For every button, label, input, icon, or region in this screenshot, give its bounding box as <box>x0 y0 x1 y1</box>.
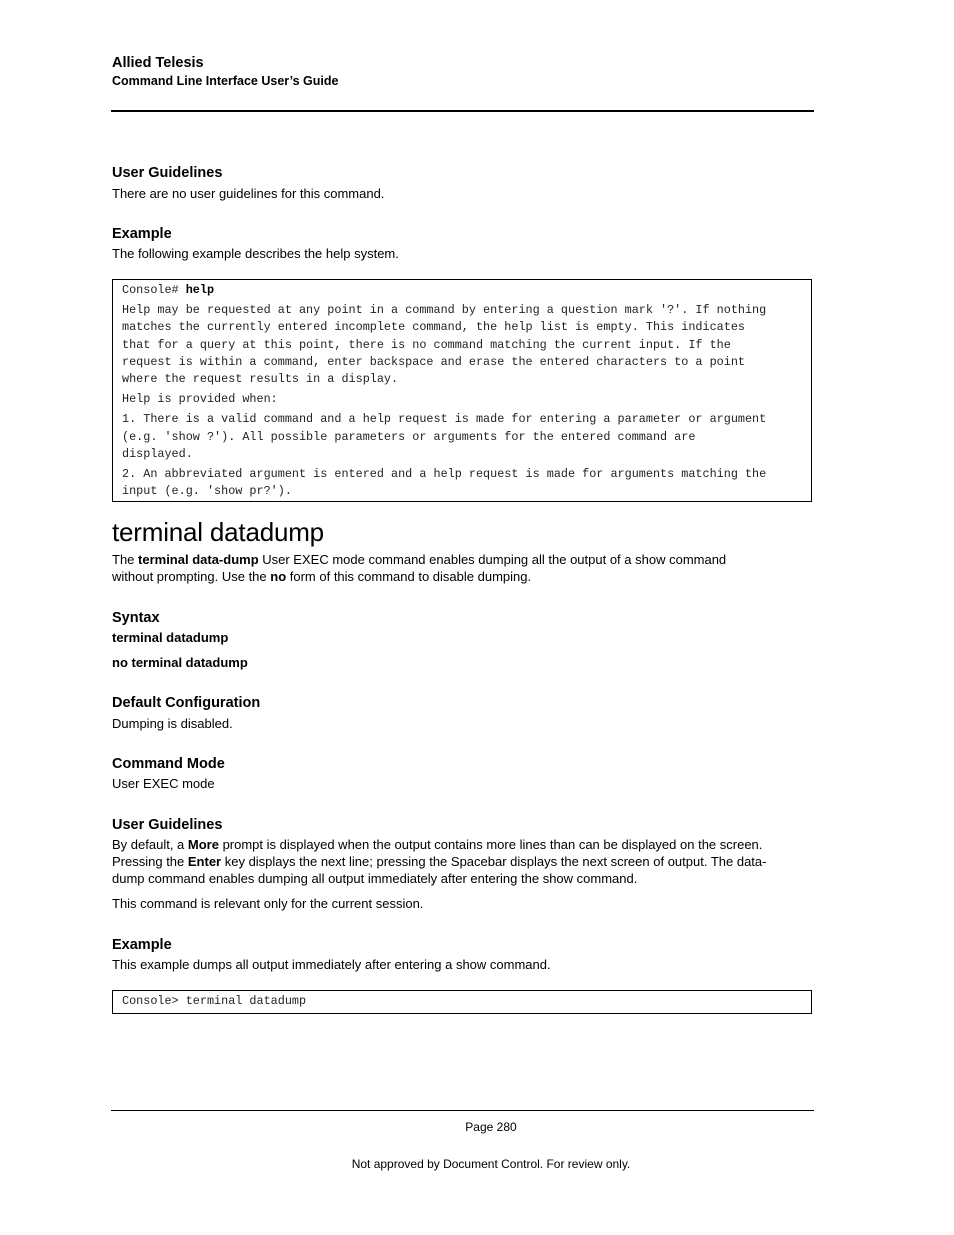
datadump-code-block <box>112 990 812 1014</box>
header-guide-title: Command Line Interface User’s Guide <box>112 74 339 88</box>
page-number: Page 280 <box>465 1120 517 1134</box>
code-command: help <box>185 283 215 297</box>
code-line: matches the currently entered incomplete command, the help list is empty. This indicates <box>122 320 745 335</box>
example-heading: Example <box>112 226 172 242</box>
code-line: Console> terminal datadump <box>122 994 307 1008</box>
code-prompt: Console# <box>122 283 186 297</box>
code-line: that for a query at this point, there is no command matching the current input. If the <box>122 337 731 352</box>
command-mode-heading: Command Mode <box>112 756 225 772</box>
code-line: where the request results in a display. <box>122 372 399 387</box>
code-line: 2. An abbreviated argument is entered and a help request is made for arguments matching the <box>122 467 767 482</box>
syntax-heading: Syntax <box>112 610 160 626</box>
user-guidelines-text: There are no user guidelines for this command. <box>112 186 385 201</box>
code-line: Help may be requested at any point in a command by entering a question mark '?'. If nothing <box>122 303 767 318</box>
section-title: terminal datadump <box>112 517 324 547</box>
command-mode-text: User EXEC mode <box>112 776 215 791</box>
default-config-heading: Default Configuration <box>112 695 261 711</box>
user-guidelines-heading: User Guidelines <box>112 165 223 181</box>
code-line: displayed. <box>122 446 193 461</box>
header-rule <box>111 110 814 112</box>
code-line: input (e.g. 'show pr?'). <box>122 484 292 499</box>
intro-paragraph: The terminal data-dump User EXEC mode command enables dumping all the output of a show command without prompting. Use the no form of this command to disable dumping. <box>112 552 727 584</box>
header-company: Allied Telesis <box>112 55 204 71</box>
code-line: (e.g. 'show ?'). All possible parameters or arguments for the entered command are <box>122 429 696 444</box>
default-config-text: Dumping is disabled. <box>112 716 233 731</box>
syntax-line-2: no terminal datadump <box>112 655 248 670</box>
syntax-line-1: terminal datadump <box>112 630 229 645</box>
code-command-line <box>122 282 811 299</box>
review-note: Not approved by Document Control. For review only. <box>351 1157 631 1171</box>
example-text: The following example describes the help system. <box>112 246 399 261</box>
session-note: This command is relevant only for the current session. <box>112 896 424 911</box>
user-guidelines-paragraph: By default, a More prompt is displayed when the output contains more lines than can be displayed on the screen. Pressing the Enter key displays the next line; pressing the Spacebar displays the next screen of output. The data- dump command enables dumping all output immediately after entering the show command. <box>112 837 767 886</box>
code-line: Help is provided when: <box>122 392 278 407</box>
help-code-block <box>112 279 812 502</box>
user-guidelines-heading-2: User Guidelines <box>112 817 223 833</box>
example-text-2: This example dumps all output immediately after entering a show command. <box>112 957 551 972</box>
code-line: request is within a command, enter backspace and erase the entered characters to a point <box>122 354 745 369</box>
footer-rule <box>111 1110 814 1111</box>
code-line: 1. There is a valid command and a help request is made for entering a parameter or argument <box>122 412 767 427</box>
example-heading-2: Example <box>112 937 172 953</box>
